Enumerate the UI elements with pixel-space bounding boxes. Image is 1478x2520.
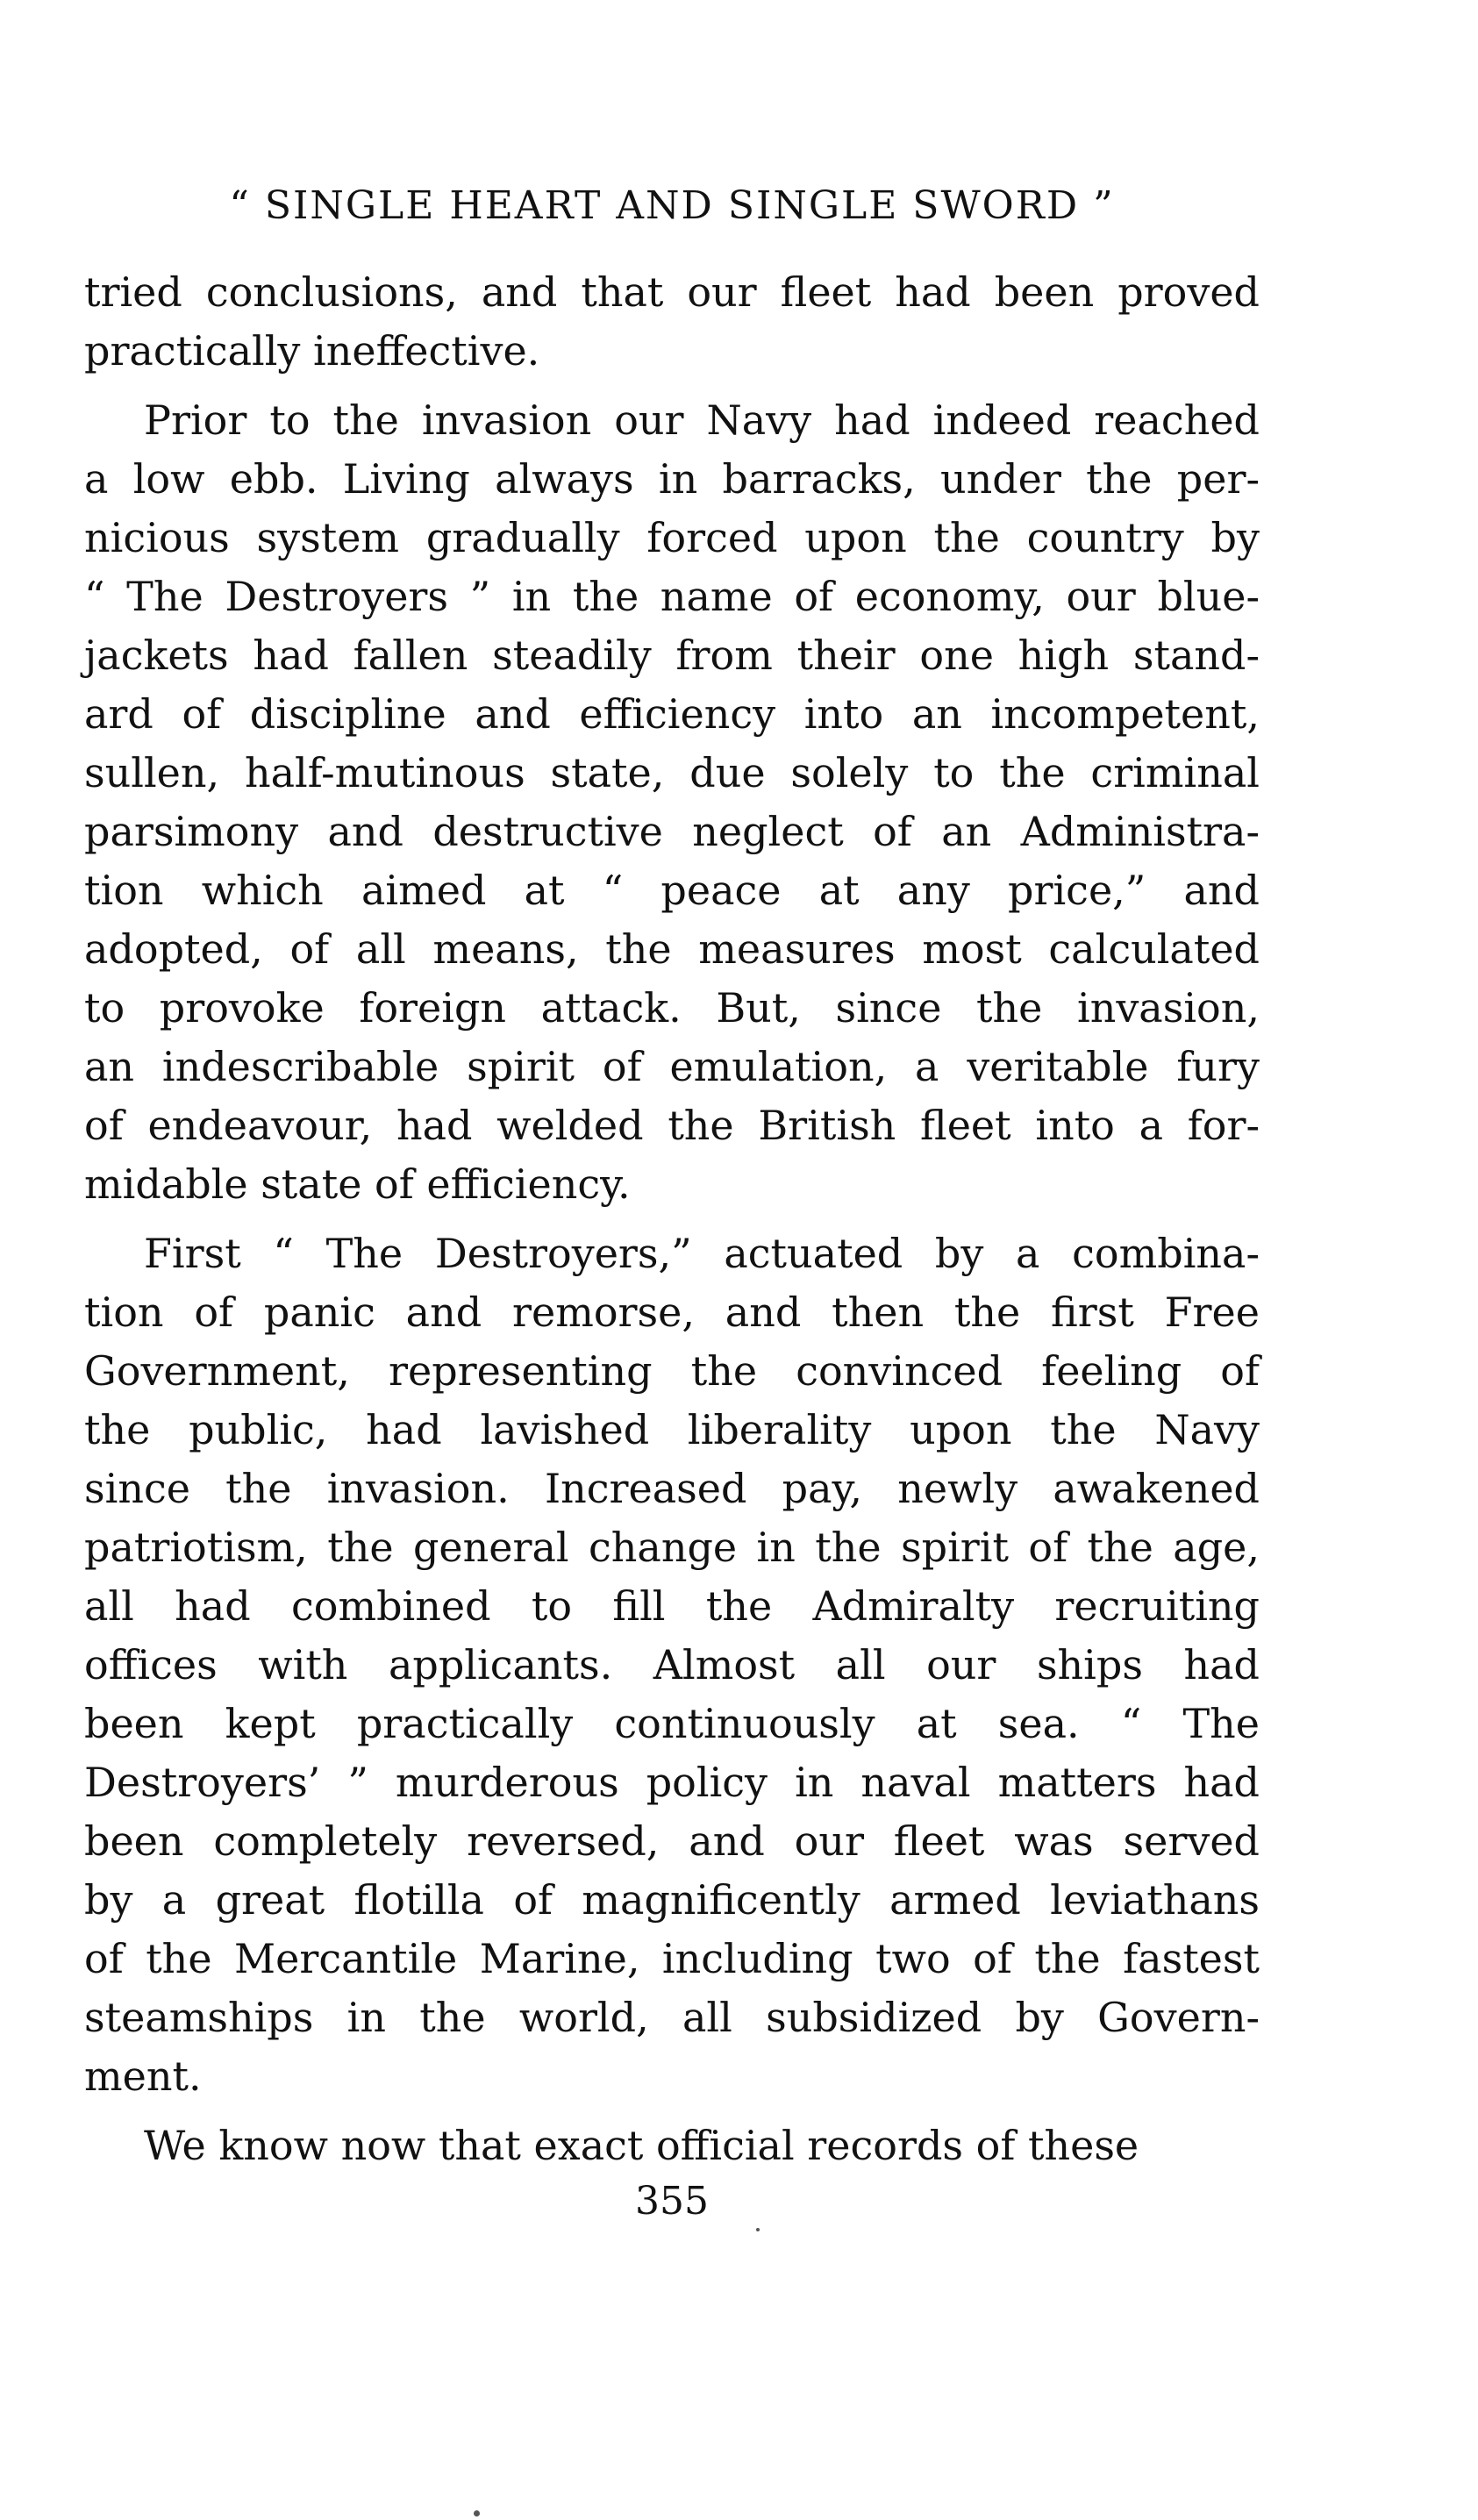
text-line: Destroyers’ ” murderous policy in naval matters had	[84, 1759, 1260, 1806]
text-line: tion of panic and remorse, and then the first Free	[84, 1289, 1260, 1336]
ink-speck	[474, 2510, 480, 2516]
paragraph	[84, 263, 1260, 381]
text-line: adopted, of all means, the measures most calculated	[84, 925, 1260, 973]
paragraph-gap	[84, 381, 1260, 391]
text-line: all had combined to fill the Admiralty recruiting	[84, 1582, 1260, 1630]
paragraph	[84, 391, 1260, 1214]
text-line: by a great flotilla of magnificently armed leviathans	[84, 1876, 1260, 1924]
text-line: steamships in the world, all subsidized by Govern-	[84, 1994, 1260, 2041]
text-line: of the Mercantile Marine, including two of the fastest	[84, 1935, 1260, 1982]
text-line: patriotism, the general change in the spirit of the age,	[84, 1524, 1260, 1571]
text-line: ment.	[84, 2052, 202, 2100]
text-line: parsimony and destructive neglect of an Administra-	[84, 808, 1260, 855]
text-line: the public, had lavished liberality upon the Navy	[84, 1406, 1260, 1453]
text-line: been kept practically continuously at sea. “ The	[84, 1700, 1260, 1747]
text-line: sullen, half-mutinous state, due solely to the criminal	[84, 749, 1260, 796]
text-line: First “ The Destroyers,” actuated by a combina-	[144, 1230, 1260, 1277]
text-line: a low ebb. Living always in barracks, under the per-	[84, 455, 1260, 503]
running-head: “ SINGLE HEART AND SINGLE SWORD ”	[229, 183, 1115, 228]
paragraph-gap	[84, 2106, 1260, 2117]
text-line: ard of discipline and efficiency into an incompetent,	[84, 690, 1260, 738]
text-line: tion which aimed at “ peace at any price,” and	[84, 867, 1260, 914]
paragraph	[84, 2117, 1260, 2175]
text-line: “ The Destroyers ” in the name of economy, our blue-	[84, 573, 1260, 620]
text-line: been completely reversed, and our fleet was served	[84, 1817, 1260, 1865]
text-line: tried conclusions, and that our fleet had been proved	[84, 268, 1260, 316]
text-line: Prior to the invasion our Navy had indeed reached	[144, 396, 1260, 444]
text-line: since the invasion. Increased pay, newly awakened	[84, 1465, 1260, 1512]
text-line: to provoke foreign attack. But, since the invasion,	[84, 984, 1260, 1032]
ink-speck	[756, 2228, 760, 2231]
text-line: offices with applicants. Almost all our ships had	[84, 1641, 1260, 1688]
text-line: Government, representing the convinced feeling of	[84, 1347, 1260, 1395]
text-line: practically ineffective.	[84, 327, 540, 375]
text-line: We know now that exact official records of these	[144, 2122, 1139, 2169]
text-line: midable state of efficiency.	[84, 1160, 631, 1208]
text-line: nicious system gradually forced upon the country by	[84, 514, 1260, 561]
page-number: 355	[635, 2179, 709, 2224]
paragraph	[84, 1224, 1260, 2106]
paragraph-gap	[84, 1214, 1260, 1224]
text-line: of endeavour, had welded the British fleet into a for-	[84, 1102, 1260, 1149]
text-line: jackets had fallen steadily from their one high stand-	[84, 632, 1260, 679]
text-line: an indescribable spirit of emulation, a veritable fury	[84, 1043, 1260, 1090]
body-text	[84, 263, 1260, 2175]
